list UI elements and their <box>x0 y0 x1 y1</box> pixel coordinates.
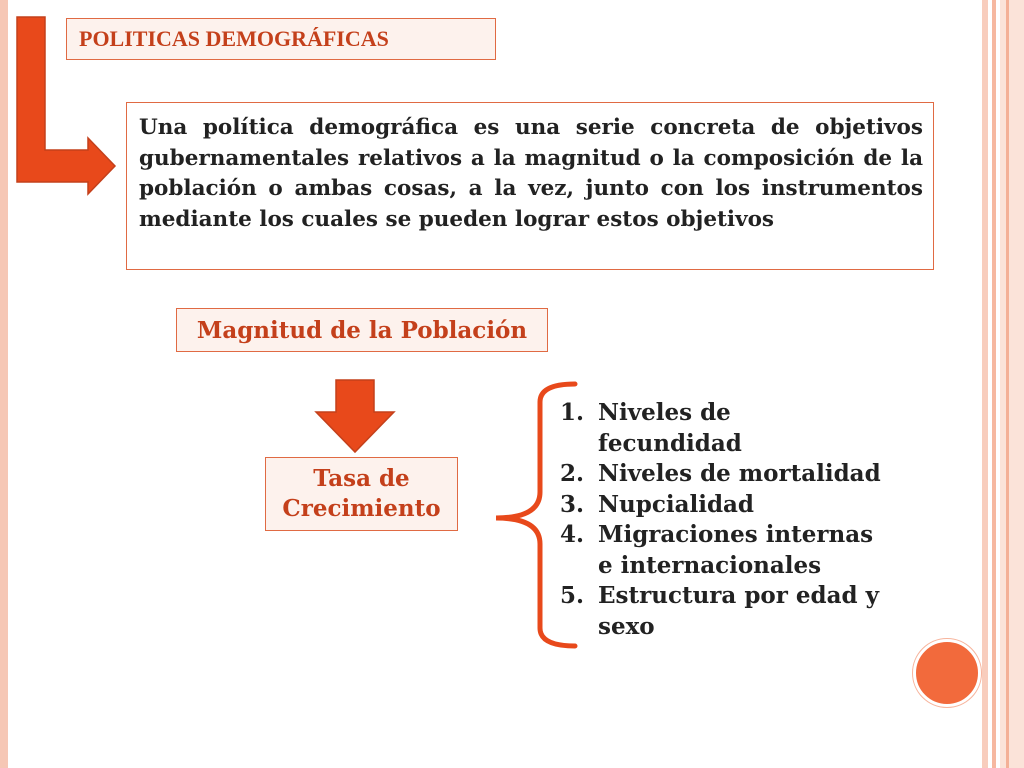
growth-rate-line-2: Crecimiento <box>282 495 441 522</box>
growth-rate-line-1: Tasa de <box>313 465 410 492</box>
factors-list <box>556 398 896 642</box>
page-title: POLITICAS DEMOGRÁFICAS <box>66 18 496 60</box>
decorative-circle-icon <box>913 639 981 707</box>
list-item: 4. Migraciones internas e internacionales <box>560 521 874 579</box>
list-item: 3. Nupcialidad <box>560 490 755 518</box>
magnitude-label-box: Magnitud de la Población <box>176 308 548 352</box>
down-arrow-icon <box>316 380 394 452</box>
definition-box: Una política demográfica es una serie concreta de objetivos gubernamentales relativos a la magnitud o la composición de la población o ambas cosas, a la vez, junto con los instrumentos mediante los cuales se pueden lograr estos objetivos <box>126 102 934 270</box>
growth-rate-box <box>265 457 458 531</box>
list-item: 1. Niveles de fecundidad <box>560 399 742 457</box>
list-item: 5. Estructura por edad y sexo <box>560 582 879 640</box>
list-item: 2. Niveles de mortalidad <box>560 460 881 487</box>
